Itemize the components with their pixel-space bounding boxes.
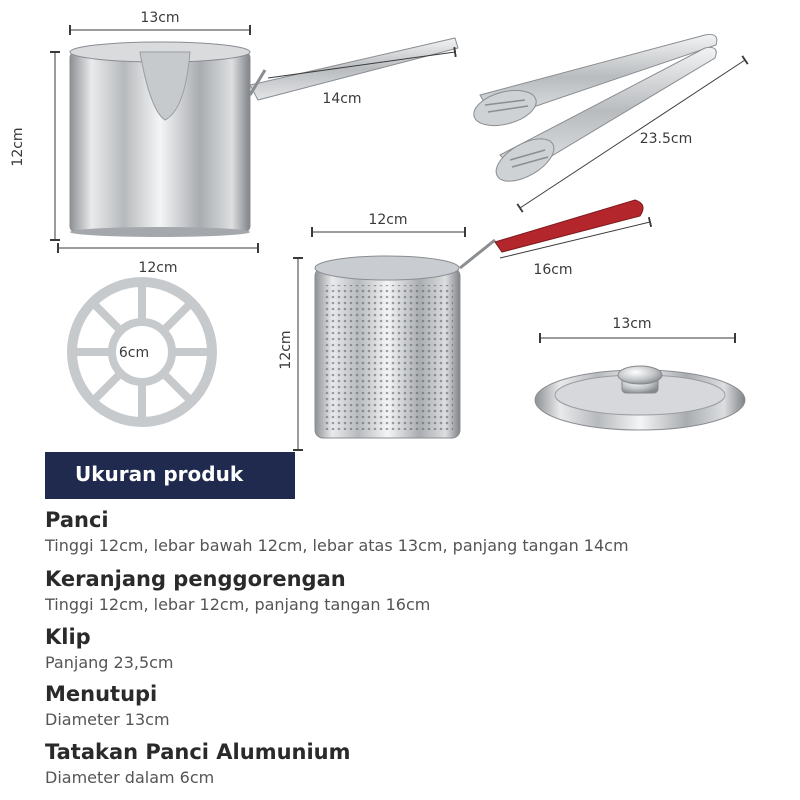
spec-name: Menutupi [45, 682, 158, 706]
basket-handle-label: 16cm [533, 262, 573, 278]
pot-handle-label: 14cm [322, 91, 362, 107]
pot-bottom-width-label: 12cm [138, 260, 178, 276]
section-header [45, 452, 295, 496]
basket-width-label: 12cm [368, 212, 408, 228]
spec-keranjang [45, 567, 430, 614]
spec-klip [45, 625, 174, 672]
section-title: Ukuran produk [75, 462, 244, 486]
spec-desc: Panjang 23,5cm [45, 653, 174, 672]
pot-image [70, 38, 458, 237]
spec-desc: Tinggi 12cm, lebar bawah 12cm, lebar atas 13cm, panjang tangan 14cm [45, 536, 629, 555]
tongs-length-label: 23.5cm [639, 131, 693, 147]
spec-name: Tatakan Panci Alumunium [45, 740, 351, 764]
spec-desc: Diameter 13cm [45, 710, 170, 729]
basket-height-label: 12cm [278, 330, 294, 370]
spec-name: Panci [45, 508, 109, 532]
lid-diameter-label: 13cm [612, 316, 652, 332]
spec-desc: Tinggi 12cm, lebar 12cm, panjang tangan 16cm [45, 595, 431, 614]
spec-name: Klip [45, 625, 91, 649]
spec-name: Keranjang penggorengan [45, 567, 346, 591]
lid-image [535, 366, 745, 430]
pot-height-label: 12cm [10, 127, 26, 167]
pot-top-width-label: 13cm [140, 10, 180, 26]
spec-desc: Diameter dalam 6cm [45, 768, 215, 787]
spec-tatakan [45, 740, 351, 787]
spec-panci [45, 508, 629, 555]
stand-inner-label: 6cm [118, 345, 150, 361]
spec-menutupi [45, 682, 170, 729]
section-divider [45, 496, 295, 499]
tongs-image [470, 34, 717, 189]
